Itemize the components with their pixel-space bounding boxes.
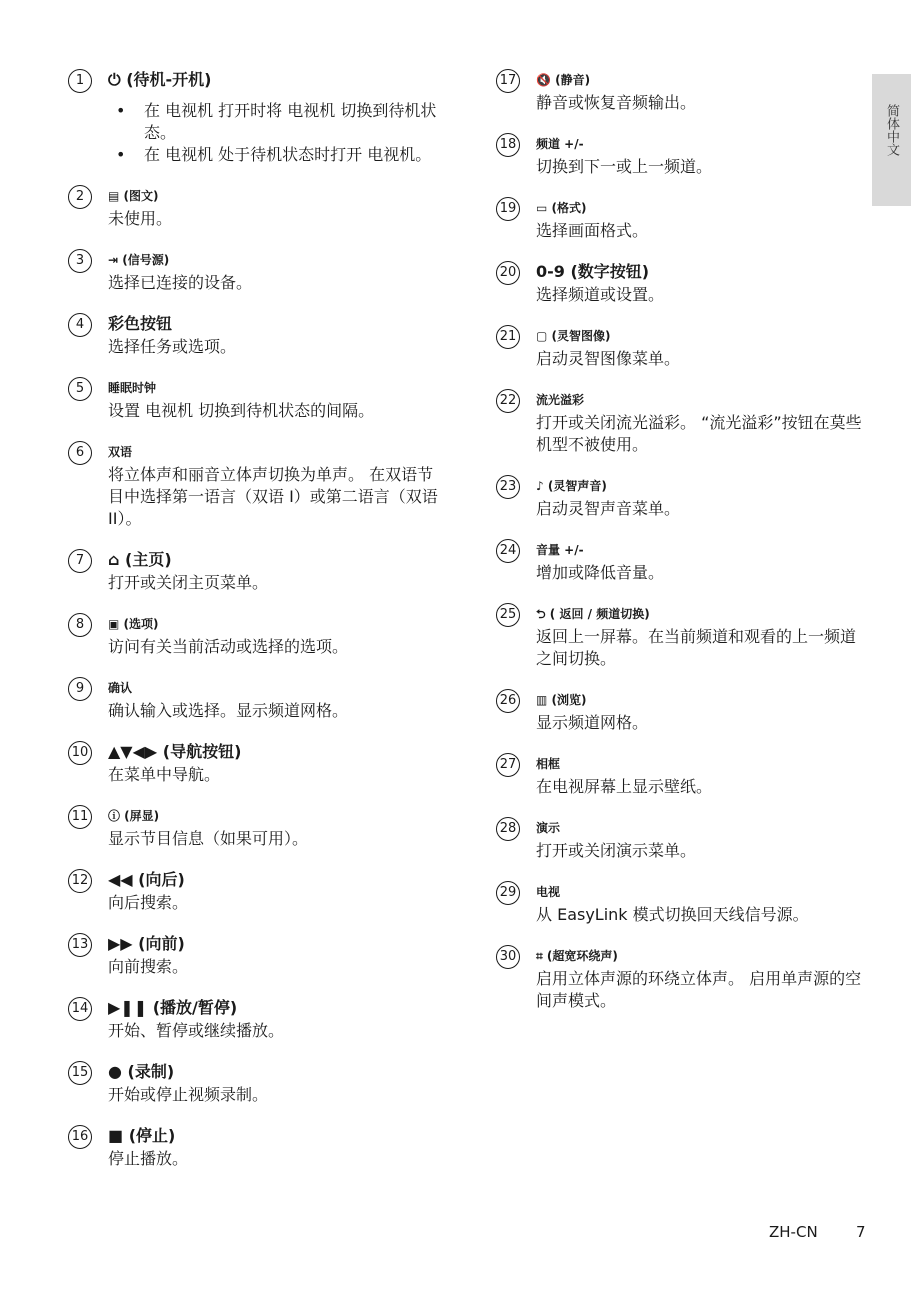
footer-language-code: ZH-CN	[769, 1223, 818, 1241]
item-number: 25	[496, 603, 520, 627]
item-number: 18	[496, 133, 520, 157]
item-18	[496, 132, 866, 178]
item-description: 在电视屏幕上显示壁纸。	[536, 777, 713, 796]
item-number: 12	[68, 869, 92, 893]
item-description: 选择已连接的设备。	[108, 273, 253, 292]
item-5	[68, 376, 443, 422]
item-heading: ▥ (浏览)	[536, 693, 587, 707]
right-column	[496, 68, 866, 1030]
item-21	[496, 324, 866, 370]
item-heading: ♪ (灵智声音)	[536, 479, 607, 493]
item-description: 将立体声和丽音立体声切换为单声。 在双语节目中选择第一语言（双语 I）或第二语言（双语 II）。	[108, 465, 438, 528]
item-7	[68, 548, 443, 594]
item-16	[68, 1124, 443, 1170]
item-heading: 相框	[536, 757, 561, 771]
item-description: 从 EasyLink 模式切换回天线信号源。	[536, 905, 809, 924]
item-heading: ▤ (图文)	[108, 189, 159, 203]
item-description: 打开或关闭演示菜单。	[536, 841, 697, 860]
item-number: 3	[68, 249, 92, 273]
item-description: 确认输入或选择。显示频道网格。	[108, 701, 349, 720]
item-11	[68, 804, 443, 850]
item-description: 启用立体声源的环绕立体声。 启用单声源的空间声模式。	[536, 969, 862, 1010]
item-heading: ● (录制)	[108, 1062, 175, 1081]
item-description: 开始或停止视频录制。	[108, 1085, 269, 1104]
item-22	[496, 388, 866, 456]
item-description: 选择画面格式。	[536, 221, 649, 240]
language-tab-label: 简体中文	[884, 104, 899, 156]
item-4	[68, 312, 443, 358]
item-heading: ⓘ (屏显)	[108, 809, 160, 823]
item-description: 停止播放。	[108, 1149, 189, 1168]
item-number: 13	[68, 933, 92, 957]
item-heading: ⌗ (超宽环绕声)	[536, 949, 618, 963]
item-26	[496, 688, 866, 734]
item-2	[68, 184, 443, 230]
item-heading: ⏻ (待机-开机)	[108, 70, 212, 89]
item-description: 启动灵智图像菜单。	[536, 349, 681, 368]
item-number: 20	[496, 261, 520, 285]
item-heading: ⮌ ( 返回 / 频道切换)	[536, 607, 650, 621]
item-10	[68, 740, 443, 786]
item-23	[496, 474, 866, 520]
item-number: 16	[68, 1125, 92, 1149]
item-description: 打开或关闭主页菜单。	[108, 573, 269, 592]
item-heading: ⌂ (主页)	[108, 550, 172, 569]
item-description: 设置 电视机 切换到待机状态的间隔。	[108, 401, 375, 420]
item-description: 向前搜索。	[108, 957, 189, 976]
item-number: 27	[496, 753, 520, 777]
item-heading: ■ (停止)	[108, 1126, 176, 1145]
item-heading: 0-9 (数字按钮)	[536, 262, 650, 281]
item-number: 11	[68, 805, 92, 829]
item-25	[496, 602, 866, 670]
item-3	[68, 248, 443, 294]
left-column	[68, 68, 443, 1188]
item-description: 打开或关闭流光溢彩。 “流光溢彩”按钮在莫些机型不被使用。	[536, 413, 862, 454]
item-heading: ◀◀ (向后)	[108, 870, 185, 889]
item-29	[496, 880, 866, 926]
item-24	[496, 538, 866, 584]
item-heading: ⇥ (信号源)	[108, 253, 170, 267]
item-description: 返回上一屏幕。在当前频道和观看的上一频道之间切换。	[536, 627, 857, 668]
item-6	[68, 440, 443, 530]
item-1	[68, 68, 443, 166]
item-description: 选择频道或设置。	[536, 285, 665, 304]
item-number: 28	[496, 817, 520, 841]
item-description: 未使用。	[108, 209, 173, 228]
item-description: 启动灵智声音菜单。	[536, 499, 681, 518]
item-number: 15	[68, 1061, 92, 1085]
item-number: 30	[496, 945, 520, 969]
item-heading: ▲▼◀▶ (导航按钮)	[108, 742, 242, 761]
item-number: 4	[68, 313, 92, 337]
item-description: 开始、暂停或继续播放。	[108, 1021, 285, 1040]
item-14	[68, 996, 443, 1042]
item-9	[68, 676, 443, 722]
item-number: 9	[68, 677, 92, 701]
item-8	[68, 612, 443, 658]
item-number: 6	[68, 441, 92, 465]
item-heading: ▭ (格式)	[536, 201, 587, 215]
item-heading: 双语	[108, 445, 133, 459]
item-heading: 彩色按钮	[108, 314, 173, 333]
item-number: 24	[496, 539, 520, 563]
language-side-tab	[872, 74, 911, 206]
item-description: 显示频道网格。	[536, 713, 649, 732]
item-description: 静音或恢复音频输出。	[536, 93, 697, 112]
item-number: 22	[496, 389, 520, 413]
bullet-item: • 在 电视机 处于待机状态时打开 电视机。	[108, 144, 443, 166]
item-number: 8	[68, 613, 92, 637]
item-number: 2	[68, 185, 92, 209]
item-description: 增加或降低音量。	[536, 563, 665, 582]
page-number: 7	[856, 1223, 866, 1241]
item-number: 5	[68, 377, 92, 401]
item-number: 19	[496, 197, 520, 221]
item-heading: 睡眠时钟	[108, 381, 157, 395]
item-description: 访问有关当前活动或选择的选项。	[108, 637, 349, 656]
item-19	[496, 196, 866, 242]
item-description: 显示节目信息（如果可用）。	[108, 829, 309, 848]
item-number: 29	[496, 881, 520, 905]
item-28	[496, 816, 866, 862]
item-17	[496, 68, 866, 114]
item-20	[496, 260, 866, 306]
item-number: 7	[68, 549, 92, 573]
item-heading: ▶▶ (向前)	[108, 934, 185, 953]
item-15	[68, 1060, 443, 1106]
item-description: 在菜单中导航。	[108, 765, 221, 784]
item-heading: ▣ (选项)	[108, 617, 159, 631]
item-number: 17	[496, 69, 520, 93]
item-heading: ▶❚❚ (播放/暂停)	[108, 998, 238, 1017]
item-number: 26	[496, 689, 520, 713]
item-number: 21	[496, 325, 520, 349]
item-heading: 电视	[536, 885, 561, 899]
item-number: 1	[68, 69, 92, 93]
item-number: 23	[496, 475, 520, 499]
item-description: 向后搜索。	[108, 893, 189, 912]
bullet-list	[108, 100, 443, 166]
item-heading: 确认	[108, 681, 133, 695]
item-heading: 频道 +/-	[536, 137, 584, 151]
item-heading: 音量 +/-	[536, 543, 584, 557]
item-27	[496, 752, 866, 798]
item-heading: 🔇 (静音)	[536, 73, 591, 87]
item-heading: 演示	[536, 821, 561, 835]
item-number: 10	[68, 741, 92, 765]
item-30	[496, 944, 866, 1012]
item-description: 切换到下一或上一频道。	[536, 157, 713, 176]
item-number: 14	[68, 997, 92, 1021]
item-12	[68, 868, 443, 914]
item-heading: 流光溢彩	[536, 393, 585, 407]
bullet-item: • 在 电视机 打开时将 电视机 切换到待机状态。	[108, 100, 443, 144]
item-13	[68, 932, 443, 978]
item-heading: ▢ (灵智图像)	[536, 329, 611, 343]
item-description: 选择任务或选项。	[108, 337, 237, 356]
